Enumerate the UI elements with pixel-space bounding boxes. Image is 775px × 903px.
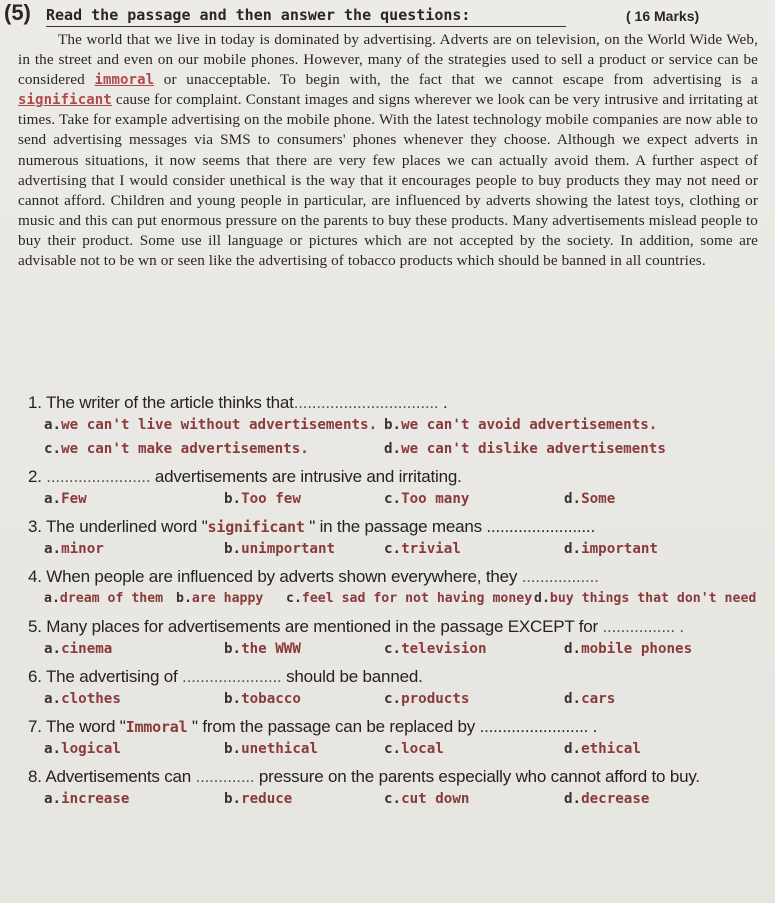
question-3 xyxy=(28,516,758,562)
option-c[interactable]: c.Too many xyxy=(384,491,470,507)
option-row xyxy=(28,788,758,812)
option-b[interactable]: b.we can't avoid advertisements. xyxy=(384,417,658,433)
question-stem: 6. The advertising of ...................... should be banned. xyxy=(28,667,423,686)
passage-text-2: or unacceptable. To begin with, the fact that we cannot escape from advertising is a xyxy=(163,71,758,89)
option-a[interactable]: a.minor xyxy=(44,541,104,557)
option-d[interactable]: d.buy things that don't need xyxy=(534,591,757,606)
option-a[interactable]: a.dream of them xyxy=(44,591,164,606)
option-d[interactable]: d.important xyxy=(564,541,658,557)
option-d[interactable]: d.mobile phones xyxy=(564,641,693,657)
question-stem: 1. The writer of the article thinks that................................ . xyxy=(28,393,448,412)
section-number: (5) xyxy=(4,0,31,25)
underlined-word-significant: significant xyxy=(18,92,112,109)
option-a[interactable]: a.increase xyxy=(44,791,130,807)
option-c[interactable]: c.trivial xyxy=(384,541,461,557)
option-b[interactable]: b.are happy xyxy=(176,591,264,606)
option-d[interactable]: d.cars xyxy=(564,691,616,707)
section-header xyxy=(4,2,769,30)
option-c[interactable]: c.local xyxy=(384,741,444,757)
question-4 xyxy=(28,566,758,612)
option-a[interactable]: a.cinema xyxy=(44,641,113,657)
question-stem: 3. The underlined word "significant " in the passage means ........................ xyxy=(28,517,595,536)
question-stem: 8. Advertisements can ............. pressure on the parents especially who cannot afford to buy. xyxy=(28,767,700,786)
option-c[interactable]: c.products xyxy=(384,691,470,707)
question-stem: 4. When people are influenced by adverts shown everywhere, they ................. xyxy=(28,567,599,586)
option-row xyxy=(28,438,758,462)
question-5 xyxy=(28,616,758,662)
passage-text-3: cause for complaint. Constant images and signs wherever we look can be very intrusive and irritating at times. Take for example advertising on the mobile phone. With the latest technology mobile companies are now able to send advertising messages via SMS to consumers' phones whenever they choose. Although we expect adverts in numerous situations, it now seems that there are very few places we can actually avoid them. A further aspect of advertising that I would consider unethical is the way that it encourages people to buy products they may not need or cannot afford. Children and young people in particular, are influenced by adverts showing the latest toys, clothing or music and this can put enormous pressure on the parents to buy these products. Many advertisements mislead people to buy their product. Some use ill language or pictures which are not accepted by the society. In addition, some are advisable not to be wn or seen like the advertising of tobacco products which should be banned in all countries. xyxy=(18,91,758,270)
option-a[interactable]: a.we can't live without advertisements. xyxy=(44,417,378,433)
option-c[interactable]: c.cut down xyxy=(384,791,470,807)
question-8 xyxy=(28,766,758,812)
instruction-underline xyxy=(46,26,566,27)
option-a[interactable]: a.logical xyxy=(44,741,121,757)
instruction-text: Read the passage and then answer the questions: xyxy=(46,6,471,24)
option-a[interactable]: a.Few xyxy=(44,491,87,507)
question-1 xyxy=(28,392,758,462)
option-d[interactable]: d.ethical xyxy=(564,741,641,757)
option-d[interactable]: d.Some xyxy=(564,491,616,507)
option-row xyxy=(28,638,758,662)
option-b[interactable]: b.reduce xyxy=(224,791,293,807)
option-c[interactable]: c.television xyxy=(384,641,487,657)
option-row xyxy=(28,488,758,512)
option-row xyxy=(28,538,758,562)
option-b[interactable]: b.Too few xyxy=(224,491,301,507)
question-stem: 2. ....................... advertisements are intrusive and irritating. xyxy=(28,467,462,486)
marks-label: ( 16 Marks) xyxy=(626,8,700,24)
option-row xyxy=(28,738,758,762)
option-b[interactable]: b.tobacco xyxy=(224,691,301,707)
question-2 xyxy=(28,466,758,512)
option-d[interactable]: d.we can't dislike advertisements xyxy=(384,441,666,457)
underlined-word-immoral: immoral xyxy=(94,72,155,89)
option-d[interactable]: d.decrease xyxy=(564,791,650,807)
option-row xyxy=(28,688,758,712)
option-b[interactable]: b.unethical xyxy=(224,741,318,757)
question-list xyxy=(28,392,758,816)
question-stem: 7. The word "Immoral " from the passage can be replaced by ........................ . xyxy=(28,717,598,736)
option-b[interactable]: b.unimportant xyxy=(224,541,336,557)
reading-passage xyxy=(18,30,758,271)
option-c[interactable]: c.we can't make advertisements. xyxy=(44,441,309,457)
passage-text-1: The world that we live in today is dominated by advertising. Adverts are on television, on the World Wide Web, in the street and even on our mobile phones. However, many of the strategies used to sell a product or service can be considered xyxy=(18,31,758,89)
question-6 xyxy=(28,666,758,712)
option-b[interactable]: b.the WWW xyxy=(224,641,301,657)
option-a[interactable]: a.clothes xyxy=(44,691,121,707)
option-row xyxy=(28,588,758,612)
question-stem: 5. Many places for advertisements are mentioned in the passage EXCEPT for ................ . xyxy=(28,617,684,636)
question-7 xyxy=(28,716,758,762)
option-row xyxy=(28,414,758,438)
option-c[interactable]: c.feel sad for not having money xyxy=(286,591,533,606)
